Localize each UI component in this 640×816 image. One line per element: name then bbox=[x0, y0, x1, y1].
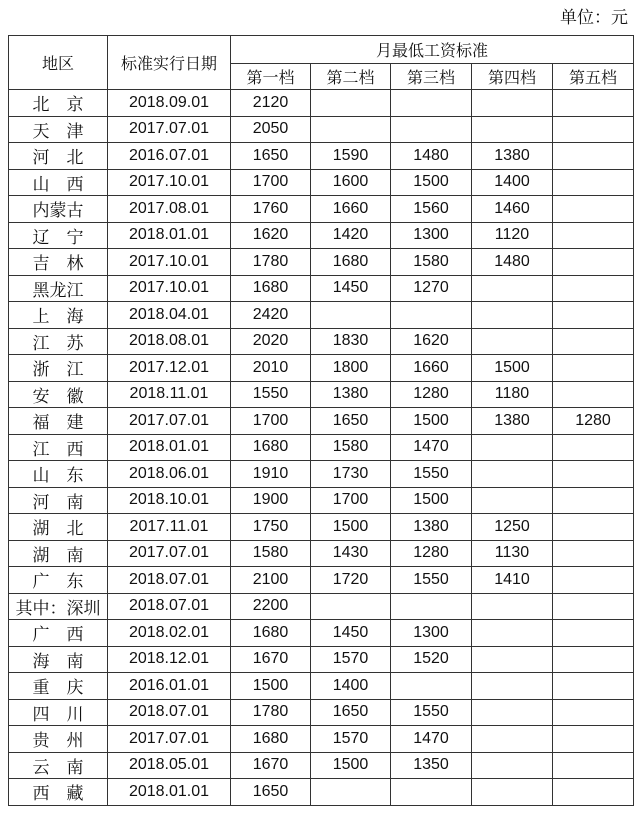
effective-date-cell: 2017.10.01 bbox=[108, 275, 231, 302]
tier-4-wage-cell: 1410 bbox=[472, 567, 553, 594]
tier-4-wage-cell: 1120 bbox=[472, 222, 553, 249]
tier-3-wage-cell: 1550 bbox=[391, 567, 472, 594]
tier-4-wage-cell bbox=[472, 275, 553, 302]
region-cell: 重 庆 bbox=[9, 673, 108, 700]
table-row bbox=[9, 196, 634, 223]
tier-1-wage-cell: 1670 bbox=[231, 646, 311, 673]
tier-2-wage-cell: 1680 bbox=[311, 249, 391, 276]
tier-5-wage-cell bbox=[553, 620, 634, 647]
region-cell: 海 南 bbox=[9, 646, 108, 673]
tier-3-wage-cell bbox=[391, 779, 472, 806]
tier-1-wage-cell: 1500 bbox=[231, 673, 311, 700]
table-row bbox=[9, 302, 634, 329]
tier-1-wage-cell: 2200 bbox=[231, 593, 311, 620]
region-cell: 四 川 bbox=[9, 699, 108, 726]
tier-3-wage-cell: 1470 bbox=[391, 726, 472, 753]
effective-date-cell: 2018.12.01 bbox=[108, 646, 231, 673]
tier-5-wage-cell bbox=[553, 673, 634, 700]
tier-5-wage-cell bbox=[553, 434, 634, 461]
tier-5-wage-cell bbox=[553, 381, 634, 408]
table-row bbox=[9, 434, 634, 461]
region-cell: 湖 南 bbox=[9, 540, 108, 567]
tier-3-wage-cell: 1500 bbox=[391, 408, 472, 435]
tier-5-wage-cell bbox=[553, 90, 634, 117]
tier-4-wage-cell: 1480 bbox=[472, 249, 553, 276]
tier-1-wage-cell: 2120 bbox=[231, 90, 311, 117]
tier-1-wage-cell: 1550 bbox=[231, 381, 311, 408]
tier-4-wage-cell bbox=[472, 646, 553, 673]
tier-5-wage-cell bbox=[553, 514, 634, 541]
table-row bbox=[9, 593, 634, 620]
tier-3-wage-cell: 1580 bbox=[391, 249, 472, 276]
tier-2-wage-cell bbox=[311, 779, 391, 806]
effective-date-cell: 2016.07.01 bbox=[108, 143, 231, 170]
tier-5-wage-cell bbox=[553, 275, 634, 302]
tier-4-wage-cell: 1460 bbox=[472, 196, 553, 223]
tier-2-wage-cell bbox=[311, 116, 391, 143]
effective-date-cell: 2017.07.01 bbox=[108, 726, 231, 753]
effective-date-cell: 2017.07.01 bbox=[108, 116, 231, 143]
tier-2-wage-cell bbox=[311, 302, 391, 329]
tier-3-wage-cell: 1300 bbox=[391, 222, 472, 249]
tier-1-wage-cell: 1580 bbox=[231, 540, 311, 567]
tier-2-wage-cell: 1450 bbox=[311, 620, 391, 647]
tier-1-wage-cell: 1680 bbox=[231, 434, 311, 461]
tier-3-wage-cell: 1500 bbox=[391, 487, 472, 514]
tier-4-wage-cell: 1380 bbox=[472, 408, 553, 435]
table-body bbox=[9, 90, 634, 806]
tier-1-wage-cell: 1760 bbox=[231, 196, 311, 223]
tier-3-wage-cell bbox=[391, 593, 472, 620]
table-row bbox=[9, 90, 634, 117]
region-cell: 天 津 bbox=[9, 116, 108, 143]
table-row bbox=[9, 752, 634, 779]
table-row bbox=[9, 646, 634, 673]
region-cell: 河 北 bbox=[9, 143, 108, 170]
tier-4-wage-cell bbox=[472, 487, 553, 514]
region-cell: 西 藏 bbox=[9, 779, 108, 806]
table-row bbox=[9, 779, 634, 806]
tier-3-wage-cell: 1380 bbox=[391, 514, 472, 541]
unit-label: 单位：元 bbox=[560, 8, 628, 28]
tier-2-wage-cell: 1500 bbox=[311, 752, 391, 779]
region-cell: 上 海 bbox=[9, 302, 108, 329]
region-cell: 黑龙江 bbox=[9, 275, 108, 302]
tier-5-wage-cell bbox=[553, 355, 634, 382]
column-header-effective-date: 标准实行日期 bbox=[108, 36, 231, 90]
region-cell: 江 西 bbox=[9, 434, 108, 461]
effective-date-cell: 2018.07.01 bbox=[108, 567, 231, 594]
tier-2-wage-cell: 1570 bbox=[311, 646, 391, 673]
tier-4-wage-cell bbox=[472, 90, 553, 117]
effective-date-cell: 2018.08.01 bbox=[108, 328, 231, 355]
tier-1-wage-cell: 1680 bbox=[231, 726, 311, 753]
effective-date-cell: 2018.01.01 bbox=[108, 222, 231, 249]
tier-4-wage-cell: 1400 bbox=[472, 169, 553, 196]
region-cell: 福 建 bbox=[9, 408, 108, 435]
tier-4-wage-cell bbox=[472, 593, 553, 620]
tier-1-wage-cell: 1700 bbox=[231, 169, 311, 196]
tier-2-wage-cell: 1700 bbox=[311, 487, 391, 514]
table-row bbox=[9, 381, 634, 408]
tier-4-wage-cell bbox=[472, 779, 553, 806]
effective-date-cell: 2017.07.01 bbox=[108, 540, 231, 567]
tier-5-wage-cell bbox=[553, 116, 634, 143]
tier-3-wage-cell: 1280 bbox=[391, 540, 472, 567]
tier-4-wage-cell bbox=[472, 726, 553, 753]
tier-2-wage-cell: 1600 bbox=[311, 169, 391, 196]
tier-5-wage-cell bbox=[553, 328, 634, 355]
tier-1-wage-cell: 1680 bbox=[231, 275, 311, 302]
tier-4-wage-cell: 1130 bbox=[472, 540, 553, 567]
tier-1-wage-cell: 2100 bbox=[231, 567, 311, 594]
tier-1-wage-cell: 2010 bbox=[231, 355, 311, 382]
tier-1-wage-cell: 1680 bbox=[231, 620, 311, 647]
tier-5-wage-cell bbox=[553, 143, 634, 170]
tier-2-wage-cell: 1380 bbox=[311, 381, 391, 408]
tier-2-wage-cell: 1650 bbox=[311, 408, 391, 435]
tier-1-wage-cell: 2420 bbox=[231, 302, 311, 329]
effective-date-cell: 2016.01.01 bbox=[108, 673, 231, 700]
tier-1-wage-cell: 2050 bbox=[231, 116, 311, 143]
region-cell: 辽 宁 bbox=[9, 222, 108, 249]
tier-4-wage-cell bbox=[472, 328, 553, 355]
column-group-header-monthly-wage: 月最低工资标准 bbox=[231, 36, 634, 64]
table-row bbox=[9, 355, 634, 382]
tier-4-wage-cell bbox=[472, 302, 553, 329]
column-header-tier-3: 第三档 bbox=[391, 64, 472, 90]
tier-5-wage-cell bbox=[553, 222, 634, 249]
table-row bbox=[9, 275, 634, 302]
tier-4-wage-cell bbox=[472, 620, 553, 647]
table-row bbox=[9, 116, 634, 143]
tier-2-wage-cell: 1500 bbox=[311, 514, 391, 541]
tier-5-wage-cell bbox=[553, 540, 634, 567]
tier-5-wage-cell bbox=[553, 169, 634, 196]
tier-3-wage-cell: 1470 bbox=[391, 434, 472, 461]
column-header-tier-4: 第四档 bbox=[472, 64, 553, 90]
effective-date-cell: 2017.08.01 bbox=[108, 196, 231, 223]
region-cell: 吉 林 bbox=[9, 249, 108, 276]
tier-5-wage-cell: 1280 bbox=[553, 408, 634, 435]
table-row bbox=[9, 673, 634, 700]
tier-2-wage-cell bbox=[311, 593, 391, 620]
tier-1-wage-cell: 1780 bbox=[231, 699, 311, 726]
table-row bbox=[9, 143, 634, 170]
tier-1-wage-cell: 1900 bbox=[231, 487, 311, 514]
effective-date-cell: 2018.05.01 bbox=[108, 752, 231, 779]
tier-4-wage-cell: 1500 bbox=[472, 355, 553, 382]
tier-2-wage-cell: 1830 bbox=[311, 328, 391, 355]
tier-4-wage-cell bbox=[472, 434, 553, 461]
tier-2-wage-cell: 1570 bbox=[311, 726, 391, 753]
tier-2-wage-cell: 1580 bbox=[311, 434, 391, 461]
tier-4-wage-cell bbox=[472, 673, 553, 700]
table-row bbox=[9, 567, 634, 594]
tier-3-wage-cell: 1300 bbox=[391, 620, 472, 647]
tier-3-wage-cell: 1480 bbox=[391, 143, 472, 170]
tier-4-wage-cell bbox=[472, 699, 553, 726]
table-row bbox=[9, 620, 634, 647]
tier-3-wage-cell: 1660 bbox=[391, 355, 472, 382]
tier-3-wage-cell: 1270 bbox=[391, 275, 472, 302]
tier-3-wage-cell: 1620 bbox=[391, 328, 472, 355]
table-row bbox=[9, 328, 634, 355]
tier-1-wage-cell: 1780 bbox=[231, 249, 311, 276]
region-cell: 云 南 bbox=[9, 752, 108, 779]
column-header-tier-2: 第二档 bbox=[311, 64, 391, 90]
table-row bbox=[9, 540, 634, 567]
region-cell: 其中：深圳 bbox=[9, 593, 108, 620]
region-cell: 贵 州 bbox=[9, 726, 108, 753]
tier-4-wage-cell: 1380 bbox=[472, 143, 553, 170]
tier-2-wage-cell: 1430 bbox=[311, 540, 391, 567]
tier-5-wage-cell bbox=[553, 461, 634, 488]
tier-3-wage-cell: 1560 bbox=[391, 196, 472, 223]
header-row-primary bbox=[9, 36, 634, 64]
tier-3-wage-cell: 1350 bbox=[391, 752, 472, 779]
region-cell: 北 京 bbox=[9, 90, 108, 117]
table-row bbox=[9, 461, 634, 488]
tier-5-wage-cell bbox=[553, 779, 634, 806]
effective-date-cell: 2018.07.01 bbox=[108, 699, 231, 726]
tier-2-wage-cell: 1720 bbox=[311, 567, 391, 594]
tier-3-wage-cell bbox=[391, 302, 472, 329]
effective-date-cell: 2018.01.01 bbox=[108, 434, 231, 461]
tier-3-wage-cell: 1280 bbox=[391, 381, 472, 408]
tier-5-wage-cell bbox=[553, 302, 634, 329]
tier-4-wage-cell: 1180 bbox=[472, 381, 553, 408]
tier-4-wage-cell bbox=[472, 752, 553, 779]
tier-3-wage-cell bbox=[391, 90, 472, 117]
tier-1-wage-cell: 1650 bbox=[231, 143, 311, 170]
tier-2-wage-cell: 1590 bbox=[311, 143, 391, 170]
tier-2-wage-cell: 1420 bbox=[311, 222, 391, 249]
region-cell: 内蒙古 bbox=[9, 196, 108, 223]
tier-3-wage-cell: 1550 bbox=[391, 461, 472, 488]
table-row bbox=[9, 699, 634, 726]
region-cell: 江 苏 bbox=[9, 328, 108, 355]
effective-date-cell: 2018.06.01 bbox=[108, 461, 231, 488]
effective-date-cell: 2018.10.01 bbox=[108, 487, 231, 514]
tier-2-wage-cell: 1800 bbox=[311, 355, 391, 382]
tier-5-wage-cell bbox=[553, 593, 634, 620]
tier-1-wage-cell: 1670 bbox=[231, 752, 311, 779]
table-row bbox=[9, 169, 634, 196]
tier-2-wage-cell: 1450 bbox=[311, 275, 391, 302]
table-row bbox=[9, 514, 634, 541]
tier-3-wage-cell: 1500 bbox=[391, 169, 472, 196]
tier-2-wage-cell: 1730 bbox=[311, 461, 391, 488]
region-cell: 湖 北 bbox=[9, 514, 108, 541]
table-row bbox=[9, 249, 634, 276]
region-cell: 河 南 bbox=[9, 487, 108, 514]
tier-5-wage-cell bbox=[553, 196, 634, 223]
region-cell: 广 西 bbox=[9, 620, 108, 647]
table-row bbox=[9, 487, 634, 514]
tier-2-wage-cell: 1650 bbox=[311, 699, 391, 726]
tier-5-wage-cell bbox=[553, 726, 634, 753]
column-header-tier-1: 第一档 bbox=[231, 64, 311, 90]
effective-date-cell: 2017.07.01 bbox=[108, 408, 231, 435]
tier-5-wage-cell bbox=[553, 487, 634, 514]
tier-4-wage-cell bbox=[472, 116, 553, 143]
tier-1-wage-cell: 1650 bbox=[231, 779, 311, 806]
tier-1-wage-cell: 1700 bbox=[231, 408, 311, 435]
tier-4-wage-cell bbox=[472, 461, 553, 488]
effective-date-cell: 2017.10.01 bbox=[108, 249, 231, 276]
tier-3-wage-cell: 1550 bbox=[391, 699, 472, 726]
column-header-region: 地区 bbox=[9, 36, 108, 90]
tier-3-wage-cell bbox=[391, 116, 472, 143]
tier-2-wage-cell bbox=[311, 90, 391, 117]
tier-5-wage-cell bbox=[553, 699, 634, 726]
tier-4-wage-cell: 1250 bbox=[472, 514, 553, 541]
tier-3-wage-cell: 1520 bbox=[391, 646, 472, 673]
effective-date-cell: 2017.12.01 bbox=[108, 355, 231, 382]
region-cell: 山 西 bbox=[9, 169, 108, 196]
effective-date-cell: 2018.01.01 bbox=[108, 779, 231, 806]
effective-date-cell: 2018.11.01 bbox=[108, 381, 231, 408]
region-cell: 浙 江 bbox=[9, 355, 108, 382]
effective-date-cell: 2018.02.01 bbox=[108, 620, 231, 647]
effective-date-cell: 2018.07.01 bbox=[108, 593, 231, 620]
table-row bbox=[9, 222, 634, 249]
effective-date-cell: 2018.04.01 bbox=[108, 302, 231, 329]
tier-1-wage-cell: 1910 bbox=[231, 461, 311, 488]
tier-2-wage-cell: 1660 bbox=[311, 196, 391, 223]
tier-1-wage-cell: 1750 bbox=[231, 514, 311, 541]
tier-5-wage-cell bbox=[553, 752, 634, 779]
effective-date-cell: 2017.11.01 bbox=[108, 514, 231, 541]
effective-date-cell: 2017.10.01 bbox=[108, 169, 231, 196]
table-row bbox=[9, 408, 634, 435]
effective-date-cell: 2018.09.01 bbox=[108, 90, 231, 117]
tier-3-wage-cell bbox=[391, 673, 472, 700]
region-cell: 安 徽 bbox=[9, 381, 108, 408]
region-cell: 山 东 bbox=[9, 461, 108, 488]
tier-1-wage-cell: 2020 bbox=[231, 328, 311, 355]
table-row bbox=[9, 726, 634, 753]
tier-5-wage-cell bbox=[553, 249, 634, 276]
tier-5-wage-cell bbox=[553, 567, 634, 594]
tier-5-wage-cell bbox=[553, 646, 634, 673]
tier-1-wage-cell: 1620 bbox=[231, 222, 311, 249]
region-cell: 广 东 bbox=[9, 567, 108, 594]
minimum-wage-table bbox=[8, 35, 634, 806]
tier-2-wage-cell: 1400 bbox=[311, 673, 391, 700]
column-header-tier-5: 第五档 bbox=[553, 64, 634, 90]
